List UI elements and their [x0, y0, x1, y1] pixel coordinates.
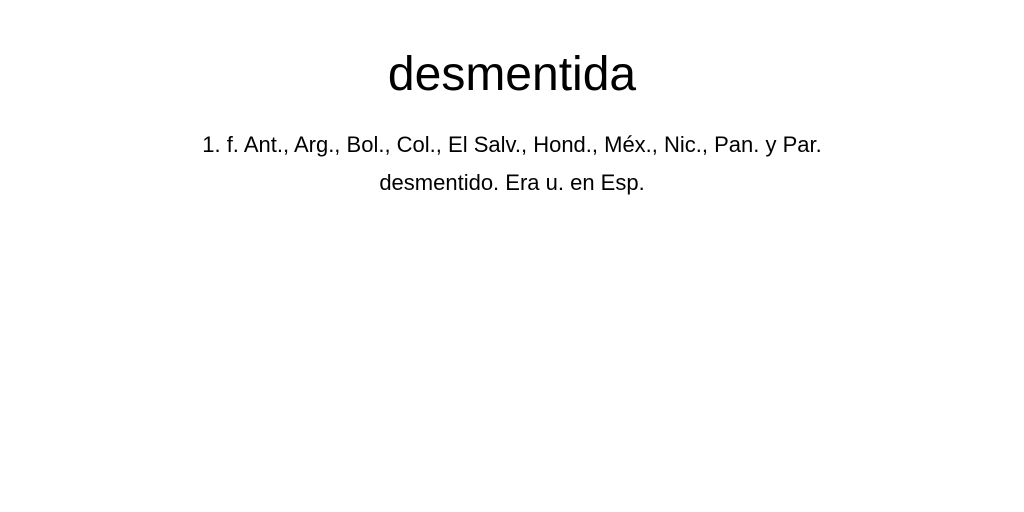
- headword-title: desmentida: [387, 48, 637, 101]
- definition-line-2: desmentido. Era u. en Esp.: [379, 170, 645, 195]
- definition-line-1: 1. f. Ant., Arg., Bol., Col., El Salv., Hond., Méx., Nic., Pan. y Par.: [202, 132, 822, 157]
- definition-block: [112, 126, 912, 202]
